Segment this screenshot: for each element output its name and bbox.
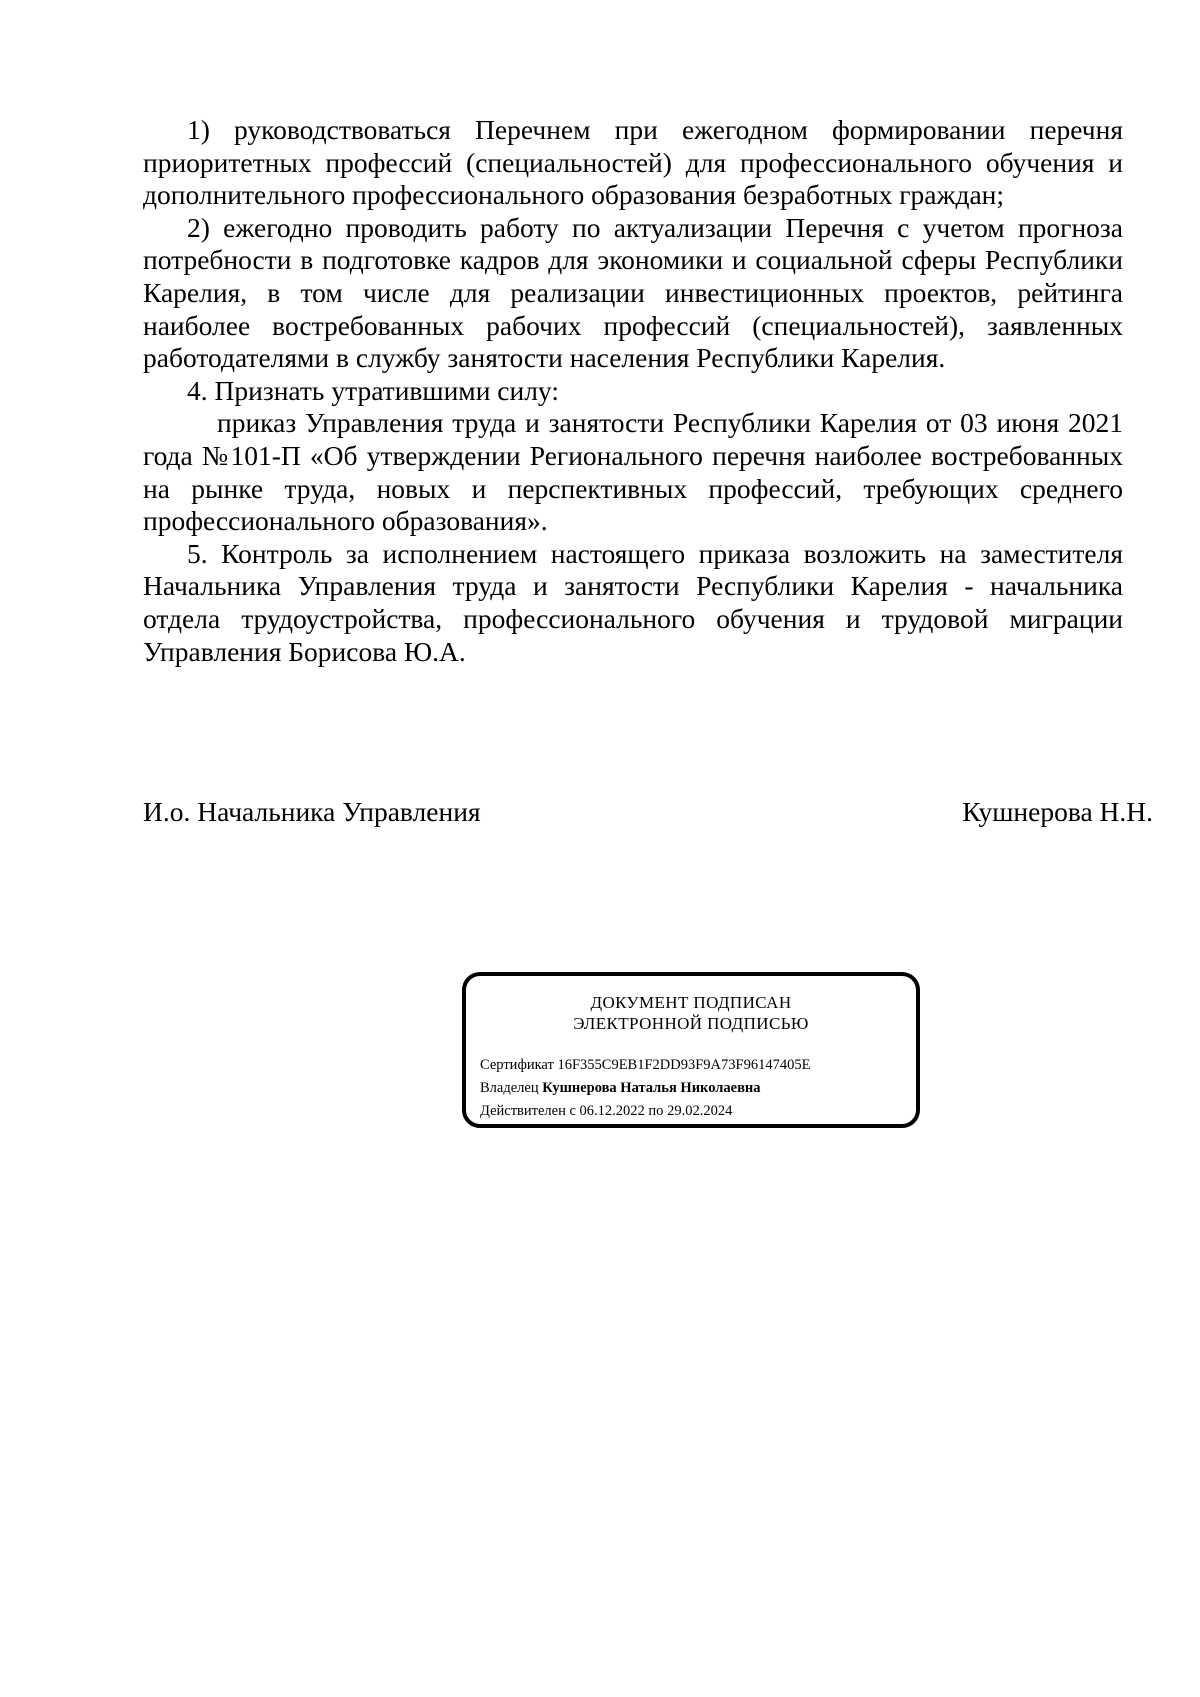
owner-label: Владелец <box>480 1080 539 1096</box>
paragraph-revoked-order: приказ Управления труда и занятости Республики Карелия от 03 июня 2021 года №101-П «Об утверждении Регионального перечня наиболее востребованных на рынке труда, новых и перспективных профессий, требующих среднего профессионального образования». <box>143 407 1123 537</box>
signer-name: Кушнерова Н.Н. <box>962 796 1153 827</box>
stamp-heading-line-1: ДОКУМЕНТ ПОДПИСАН <box>590 993 792 1012</box>
stamp-heading-line-2: ЭЛЕКТРОННОЙ ПОДПИСЬЮ <box>573 1014 809 1033</box>
valid-from-date: 06.12.2022 <box>579 1103 645 1119</box>
certificate-value: 16F355C9EB1F2DD93F9A73F96147405E <box>557 1057 811 1073</box>
stamp-validity-row <box>480 1100 810 1123</box>
owner-value: Кушнерова Наталья Николаевна <box>542 1080 761 1096</box>
stamp-certificate-row <box>480 1054 810 1077</box>
valid-to-word: по <box>648 1103 664 1119</box>
paragraph-item-4: 4. Признать утратившими силу: <box>187 374 559 406</box>
signer-title: И.о. Начальника Управления <box>143 796 481 827</box>
paragraph-item-1: 1) руководствоваться Перечнем при ежегодном формировании перечня приоритетных профессий (специальностей) для профессионального обучения и дополнительного профессионального образования безработных граждан; <box>143 114 1123 211</box>
paragraph-item-2: 2) ежегодно проводить работу по актуализации Перечня с учетом прогноза потребности в подготовке кадров для экономики и социальной сферы Республики Карелия, в том числе для реализации инвестиционных проектов, рейтинга наиболее востребованных рабочих профессий (специальностей), заявленных работодателями в службу занятости населения Республики Карелия. <box>143 211 1123 374</box>
document-body <box>143 114 1123 668</box>
stamp-heading <box>466 992 916 1034</box>
paragraph-item-5: 5. Контроль за исполнением настоящего приказа возложить на заместителя Начальника Управления труда и занятости Республики Карелия - начальника отдела трудоустройства, профессионального обучения и трудовой миграции Управления Борисова Ю.А. <box>143 537 1123 667</box>
valid-label: Действителен <box>480 1103 566 1119</box>
certificate-label: Сертификат <box>480 1057 554 1073</box>
valid-from-word: с <box>569 1103 576 1119</box>
valid-to-date: 29.02.2024 <box>667 1103 733 1119</box>
stamp-owner-row <box>480 1077 810 1100</box>
electronic-signature-stamp <box>462 972 920 1128</box>
stamp-details <box>480 1054 810 1123</box>
